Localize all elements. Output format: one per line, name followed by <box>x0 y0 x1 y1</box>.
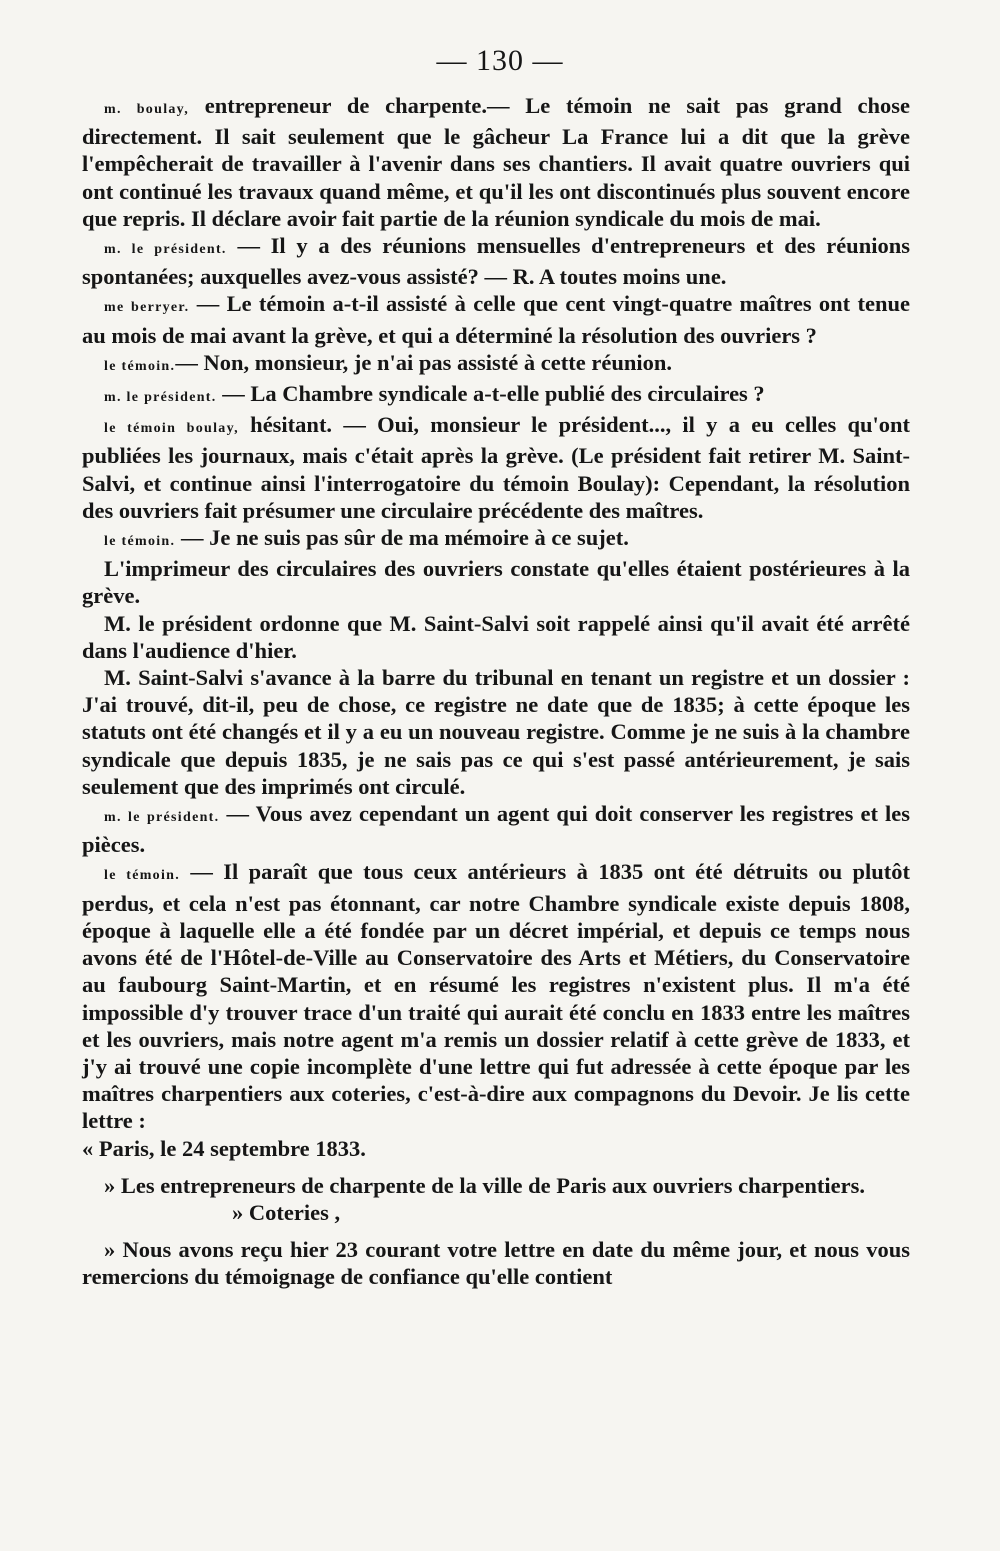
paragraph-saint-salvi <box>82 664 910 800</box>
paragraph-president-1 <box>82 232 910 290</box>
letter-address: » Les entrepreneurs de charpente de la ville de Paris aux ouvriers charpentiers. <box>104 1172 865 1198</box>
page-body <box>82 92 910 1291</box>
paragraph-president-3 <box>82 800 910 858</box>
paragraph-text: entrepreneur de charpente.— Le témoin ne sait pas grand chose directement. Il sait seulement que le gâcheur La France lui a dit que la grève l'empêcherait de travailler à l'avenir dans ses chantiers. Il avait quatre ouvriers qui ont continué les travaux quand même, et qu'il les ont discontinués plus souvent encore que repris. Il déclare avoir fait partie de la réunion syndicale du mois de mai. <box>82 93 910 231</box>
speaker-label: m. le président. <box>104 390 217 406</box>
letter-salutation: » Coteries , <box>232 1199 341 1225</box>
speaker-label: le témoin. <box>104 358 176 374</box>
letter-dateline: « Paris, le 24 septembre 1833. <box>82 1135 366 1161</box>
speaker-label: m. le président. <box>104 242 227 258</box>
paragraph-text: — Vous avez cependant un agent qui doit conserver les registres et les pièces. <box>82 801 910 858</box>
paragraph-text: — Je ne suis pas sûr de ma mémoire à ce sujet. <box>175 525 629 551</box>
paragraph-temoin-3 <box>82 858 910 1134</box>
speaker-label: le témoin. <box>104 868 181 884</box>
paragraph-text: — Le témoin a-t-il assisté à celle que cent vingt-quatre maîtres ont tenue au mois de mai avant la grève, et qui a déterminé la résolution des ouvriers ? <box>82 291 910 348</box>
speaker-label: m. boulay, <box>104 102 190 117</box>
paragraph-temoin-1 <box>82 349 910 380</box>
paragraph-text: — La Chambre syndicale a-t-elle publié des circulaires ? <box>216 381 765 407</box>
paragraph-text: M. Saint-Salvi s'avance à la barre du tribunal en tenant un registre et un dossier : J'ai trouvé, dit-il, peu de chose, ce registre ne date que de 1835; à cette époque les statuts ont été changés et il y a eu un nouveau registre. Comme je ne suis à la chambre syndicale que depuis 1835, je ne sais pas ce qui s'est passé antérieurement, je sais seulement que des imprimés ont circulé. <box>82 665 910 799</box>
letter-body: » Nous avons reçu hier 23 courant votre lettre en date du même jour, et nous vous remercions du témoignage de confiance qu'elle contient <box>82 1237 910 1290</box>
paragraph-text: hésitant. — Oui, monsieur le président..., il y a eu celles qu'ont publiées les journaux, mais c'était après la grève. (Le président fait retirer M. Saint-Salvi, et continue ainsi l'interrogatoire du témoin Boulay): Cependant, la résolution des ouvriers fait présumer une circulaire précédente des maîtres. <box>82 412 911 523</box>
speaker-label: le témoin. <box>104 534 176 550</box>
paragraph-text: — Non, monsieur, je n'ai pas assisté à cette réunion. <box>175 349 672 375</box>
paragraph-text: L'imprimeur des circulaires des ouvriers constate qu'elles étaient postérieures à la grève. <box>82 556 910 609</box>
paragraph-text: M. le président ordonne que M. Saint-Salvi soit rappelé ainsi qu'il avait été arrêté dans l'audience d'hier. <box>82 610 910 663</box>
paragraph-berryer <box>82 290 910 348</box>
paragraph-boulay <box>82 92 910 232</box>
speaker-label: me berryer. <box>104 300 190 316</box>
page-number: — 130 — <box>436 44 564 77</box>
speaker-label: m. le président. <box>104 810 220 826</box>
paragraph-imprimeur <box>82 555 910 609</box>
paragraph-text: — Il paraît que tous ceux antérieurs à 1835 ont été détruits ou plutôt perdus, et cela n'est pas étonnant, car notre Chambre syndicale existe depuis 1808, époque à laquelle elle a été fondée par un décret impérial, et depuis ce temps nous avons été de l'Hôtel-de-Ville au Conservatoire des Arts et Métiers, du Conservatoire au faubourg Saint-Martin, et en résumé les registres n'existent plus. Il m'a été impossible d'y trouver trace d'un traité qui aurait été conclu en 1833 entre les maîtres et les ouvriers, mais notre agent m'a remis un dossier relatif à cette grève de 1833, et j'y ai trouvé une copie incomplète d'une lettre qui fut adressée à cette époque par les maîtres charpentiers aux coteries, c'est-à-dire aux compagnons du Devoir. Je lis cette lettre : <box>82 859 910 1134</box>
paragraph-text: — Il y a des réunions mensuelles d'entrepreneurs et des réunions spontanées; auxquelles avez-vous assisté? — R. A toutes moins une. <box>82 233 910 290</box>
speaker-label: le témoin boulay, <box>104 421 239 437</box>
paragraph-temoin-2 <box>82 524 910 555</box>
paragraph-ordonnance <box>82 610 910 664</box>
paragraph-president-2 <box>82 380 910 411</box>
paragraph-temoin-boulay <box>82 411 910 524</box>
